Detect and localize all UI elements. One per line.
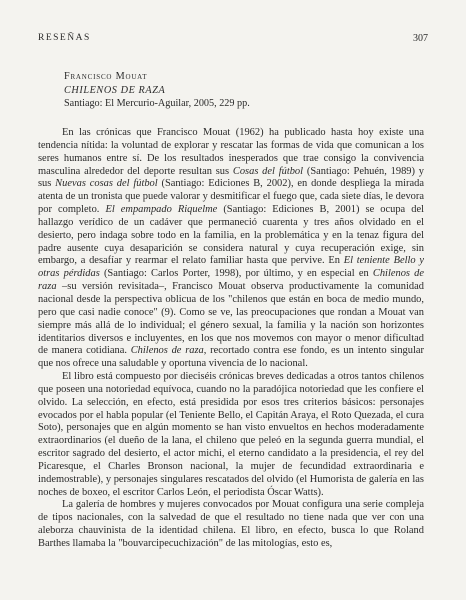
paragraph-2: El libro está compuesto por dieciséis crónicas breves dedicadas a otros tantos chilenos que poseen una notoriedad equívoca, cuando no la paradójica notoriedad que les confiere el olvido. La selección, en efecto, está presidida por esos tres criterios básicos: personajes evocados por el habla popular (el Teniente Bello, el Capitán Araya, el Roto Quezada, el cura Soto), personajes que en algún momento se han visto envueltos en hechos moderadamente extraordinarios (el dueño de la lana, el chileno que peleó en la segunda guerra mundial, el escritor sagrado del desierto, el actor michi, el eterno candidato a la presidencia, el rey del Picaresque, el Charles Bronson nacional, la mujer de fecundidad extraordinaria e indemostrable), y personajes singulares rescatados del olvido (el Humorista de galería en las noches de boxeo, el escritor Carlos León, el periodista Óscar Watts). — [38, 371, 424, 498]
paragraph-3: La galería de hombres y mujeres convocados por Mouat configura una serie compleja de tipos nacionales, con la salvedad de que el resultado no tiene nada que ver con una aleborza chauvinista de la identidad chilena. El libro, en efecto, busca lo que Roland Barthes llamaba la "bouvarcipecuchización" de las mitologías, esto es, — [38, 499, 424, 549]
page-number: 307 — [413, 33, 428, 44]
running-head: RESEÑAS — [38, 33, 91, 43]
book-author: Francisco Mouat — [64, 71, 148, 82]
book-citation — [64, 70, 424, 111]
book-title: CHILENOS DE RAZA — [64, 84, 166, 96]
review-body — [38, 127, 424, 551]
publication-details: Santiago: El Mercurio-Aguilar, 2005, 229 pp. — [64, 98, 250, 110]
paragraph-1: En las crónicas que Francisco Mouat (1962) ha publicado hasta hoy existe una tendencia nítida: la voluntad de explorar y rescatar las formas de vida que comunican a los seres humanos entre sí. De los resultados inesperados que trae consigo la convivencia masculina alrededor del deporte resultan sus Cosas del fútbol (Santiago: Pehuén, 1989) y sus Nuevas cosas del fútbol (Santiago: Ediciones B, 2002), en donde despliega la mirada atenta de un tronista que puede valorar y desmitificar el fuego que, cada siete días, le devora por completo. El empampado Riquelme (Santiago: Ediciones B, 2001) se ocupa del hallazgo verídico de un cadáver que permaneció cuarenta y tres años olvidado en el desierto, pero indaga sobre todo en la familia, en la problemática y en la tenaz figura del padre ausente cuya desaparición se considera natural y cuya recuperación exige, sin embargo, a desafíar y rearmar el relato familiar hasta que pervive. En El teniente Bello y otras pérdidas (Santiago: Carlos Porter, 1998), por último, y en especial en Chilenos de raza –su versión revisitada–, Francisco Mouat observa productivamente la comunidad nacional desde la perspectiva oblicua de los "chilenos que están en boca de medio mundo, pero que casi nadie conoce" (9). Como se ve, las preocupaciones que rondan a Mouat van siempre más allá de lo individual; el género sexual, la familia y la nación son horizontes identitarios diversos e incluyentes, en los que nos movemos con mayor o menor dificultad de manera cotidiana. Chilenos de raza, recortado contra ese fondo, es un intento singular que nos ofrece una saludable y oportuna vivencia de lo nacional. — [38, 127, 424, 370]
